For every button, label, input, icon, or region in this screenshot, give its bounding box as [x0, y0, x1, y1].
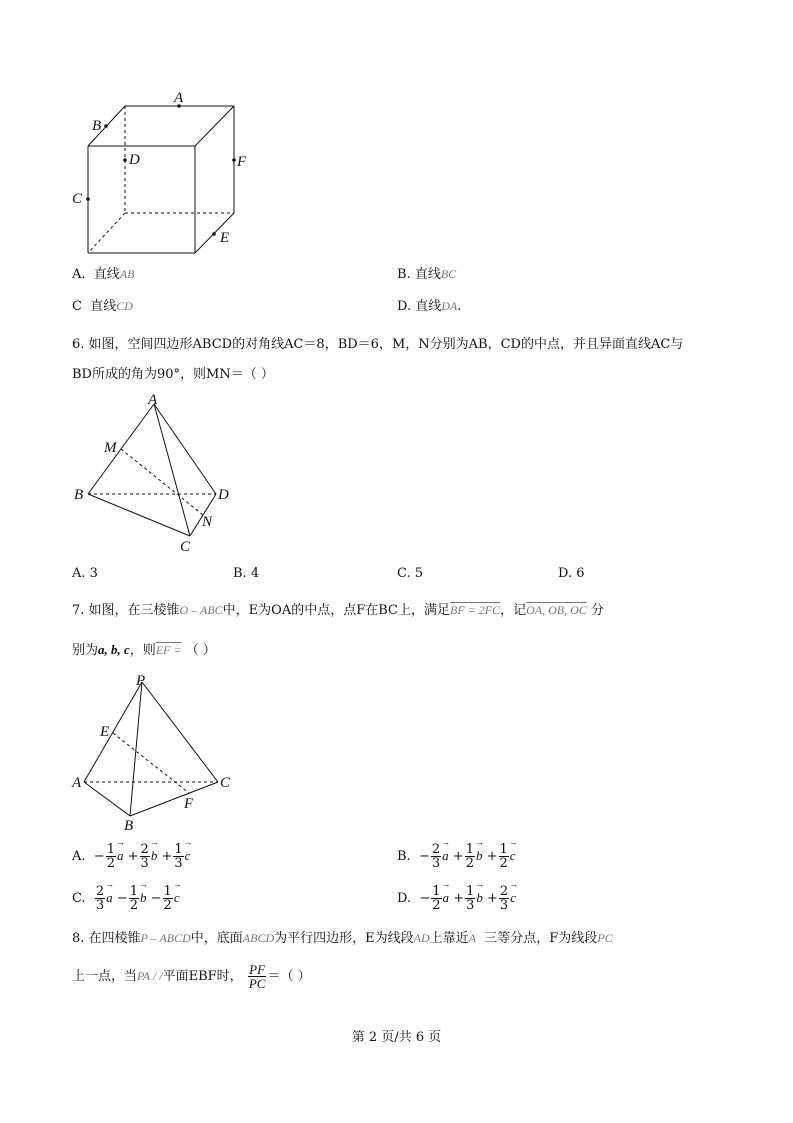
q6-label-A: A	[148, 392, 158, 408]
q7-option-d: D. − $\frac{1}{2}$ → a + $\frac{1}{3}$ → b + $\frac{2}{3}$ → c	[397, 885, 516, 912]
q7-label-B: B	[124, 818, 134, 834]
q6-label-C: C	[180, 539, 191, 555]
q8-stem-line2: 上一点，当PA / /平面EBF时， $\frac{PF}{PC}$ ＝（ ）	[72, 962, 311, 991]
q6-stem-line2: BD所成的角为90°，则MN＝（ ）	[72, 367, 274, 382]
q7-label-F: F	[184, 796, 194, 812]
q6-label-D: D	[218, 487, 229, 503]
q5-label-C: C	[72, 191, 83, 207]
q7-label-E: E	[100, 724, 110, 740]
q7-pyramid-figure	[68, 672, 248, 836]
q8-stem-line1: 8. 在四棱锥P – ABCD中，底面ABCD为平行四边形，E为线段AD上靠近A 三等分点，F为线段PC	[72, 931, 613, 946]
q6-quadrilateral-figure	[68, 390, 248, 558]
q7-option-a: A. − $\frac{1}{2}$ → a + $\frac{2}{3}$ → b + $\frac{1}{3}$ → c	[72, 843, 190, 870]
q6-option-b: B. 4	[233, 566, 260, 581]
q7-option-b: B. − $\frac{2}{3}$ → a + $\frac{1}{2}$ → b + $\frac{1}{2}$ → c	[397, 843, 516, 870]
q5-label-A: A	[174, 90, 184, 106]
q5-label-E: E	[220, 230, 230, 246]
q5-option-d: D. 直线DA.	[397, 299, 462, 314]
q7-option-c: C. $\frac{2}{3}$ → a − $\frac{1}{2}$ → b − $\frac{1}{2}$ → c	[72, 885, 180, 912]
page-footer: 第 2 页/共 6 页	[351, 1030, 442, 1045]
q7-label-C: C	[220, 775, 231, 791]
q7-label-P: P	[136, 673, 146, 689]
q6-option-d: D. 6	[558, 566, 585, 581]
q6-label-N: N	[202, 514, 213, 530]
q6-option-c: C. 5	[397, 566, 424, 581]
q7-label-A: A	[72, 775, 82, 791]
q6-label-B: B	[74, 487, 84, 503]
q5-cube-figure	[62, 88, 262, 260]
q5-label-B: B	[92, 118, 102, 134]
q7-stem-line1: 7. 如图，在三棱锥O – ABC中，E为OA的中点，点F在BC上，满足BF = 2FC，记OA, OB, OC 分	[72, 603, 604, 618]
q7-stem-line2: 别为a, b, c，则EF = （ ）	[72, 642, 216, 658]
q6-option-a: A. 3	[72, 566, 98, 581]
q5-label-D: D	[129, 152, 140, 168]
q5-option-c: C 直线CD	[72, 299, 133, 314]
q5-option-b: B. 直线BC	[397, 267, 457, 282]
q5-label-F: F	[237, 154, 247, 170]
q5-option-a: A. 直线AB	[72, 267, 135, 282]
q6-stem-line1: 6. 如图，空间四边形ABCD的对角线AC＝8，BD＝6，M，N分别为AB，CD的中点，并且异面直线AC与	[72, 337, 684, 352]
q8-fraction: $\frac{PF}{PC}$	[248, 962, 266, 991]
q6-label-M: M	[104, 440, 117, 456]
